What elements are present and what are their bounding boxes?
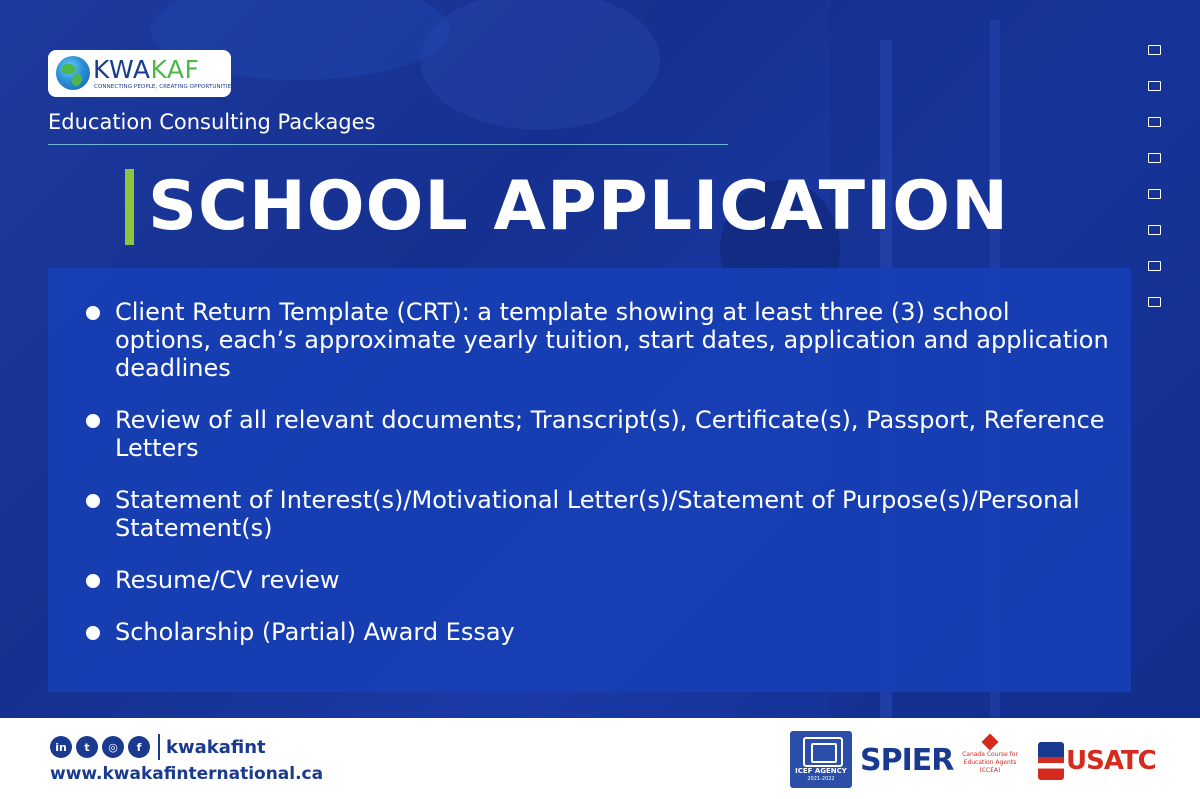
page-subtitle: Education Consulting Packages xyxy=(48,110,376,134)
twitter-icon[interactable]: t xyxy=(76,736,98,758)
social-handle: kwakafint xyxy=(166,736,266,758)
bullet-icon xyxy=(86,306,100,320)
square-icon xyxy=(1148,297,1161,307)
square-icon xyxy=(1148,153,1161,163)
ccea-label: Canada Course for Education Agents (CCEA) xyxy=(962,751,1018,774)
list-item-text: Scholarship (Partial) Award Essay xyxy=(115,618,515,646)
list-item-text: Resume/CV review xyxy=(115,566,340,594)
square-icon xyxy=(1148,189,1161,199)
subtitle-divider xyxy=(48,144,728,145)
brand-name: KWAKAF xyxy=(93,55,200,84)
instagram-icon[interactable]: ◎ xyxy=(102,736,124,758)
list-item xyxy=(48,406,1131,462)
list-item-text: Review of all relevant documents; Transcript(s), Certificate(s), Passport, Reference Letters xyxy=(115,406,1105,462)
bullet-icon xyxy=(86,494,100,508)
page-title: SCHOOL APPLICATION xyxy=(148,167,1009,246)
social-links xyxy=(50,734,266,760)
bullet-icon xyxy=(86,574,100,588)
package-content-box xyxy=(48,268,1131,692)
flag-icon xyxy=(1038,742,1064,780)
list-item xyxy=(48,486,1131,542)
website-link[interactable]: www.kwakafinternational.ca xyxy=(50,764,324,784)
facebook-icon[interactable]: f xyxy=(128,736,150,758)
brand-logo xyxy=(48,50,235,97)
square-icon xyxy=(1148,225,1161,235)
list-item xyxy=(48,298,1131,382)
square-icon xyxy=(1148,81,1161,91)
icef-logo-icon xyxy=(803,737,843,767)
spier-logo: SPIER xyxy=(860,743,954,778)
ccea-logo xyxy=(955,736,1025,775)
square-icon xyxy=(1148,117,1161,127)
bullet-icon xyxy=(86,626,100,640)
square-icon xyxy=(1148,45,1161,55)
footer xyxy=(0,718,1200,799)
icef-agency-badge xyxy=(790,731,852,788)
globe-icon xyxy=(56,56,90,90)
usatc-label: USATC xyxy=(1066,746,1156,776)
maple-leaf-icon xyxy=(982,734,999,751)
usatc-logo xyxy=(1038,742,1156,780)
title-accent-bar xyxy=(125,169,134,245)
list-item xyxy=(48,618,1131,646)
icef-label: ICEF AGENCY xyxy=(795,767,847,775)
list-item xyxy=(48,566,1131,594)
package-list xyxy=(48,298,1131,670)
social-divider xyxy=(158,734,160,760)
list-item-text: Statement of Interest(s)/Motivational Letter(s)/Statement of Purpose(s)/Personal Statement(s) xyxy=(115,486,1080,542)
list-item-text: Client Return Template (CRT): a template showing at least three (3) school options, each’s approximate yearly tuition, start dates, application and application deadlines xyxy=(115,298,1109,382)
brand-tagline: CONNECTING PEOPLE, CREATING OPPORTUNITIES xyxy=(94,84,235,90)
square-icon xyxy=(1148,261,1161,271)
linkedin-icon[interactable]: in xyxy=(50,736,72,758)
bullet-icon xyxy=(86,414,100,428)
decorative-squares xyxy=(1148,45,1162,333)
icef-years: 2021-2022 xyxy=(807,776,835,782)
